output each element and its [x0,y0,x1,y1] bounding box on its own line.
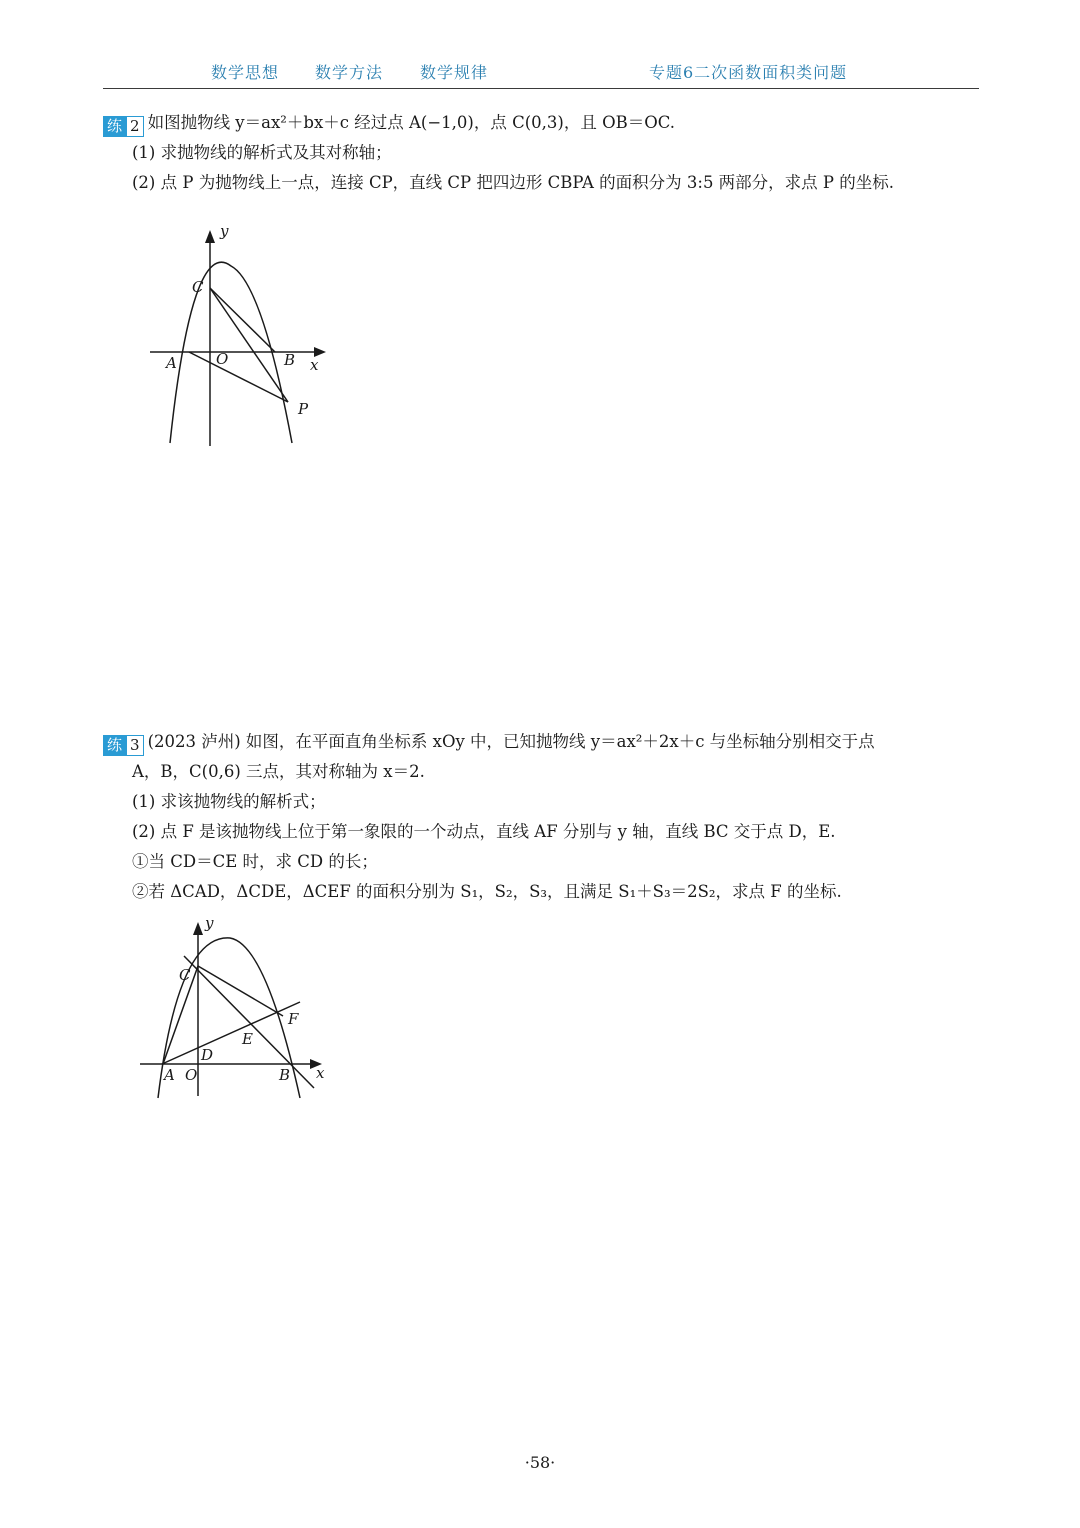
problem-2-question-1: (1) 求抛物线的解析式及其对称轴； [132,143,392,162]
problem-2-stem-line [103,108,983,138]
badge-label: 练 [103,735,126,756]
problem-2-badge [103,116,144,137]
problem-3-stem-1: (2023 泸州) 如图，在平面直角坐标系 xOy 中，已知抛物线 y＝ax²＋2x＋c 与坐标轴分别相交于点 [147,732,875,751]
label-f: F [288,1010,299,1028]
header-item-method: 数学方法 [315,63,384,82]
problem-2 [103,108,983,198]
problem-2-question-2: (2) 点 P 为抛物线上一点，连接 CP，直线 CP 把四边形 CBPA 的面积分为 3:5 两部分，求点 P 的坐标. [132,173,895,192]
label-a: A [164,1066,175,1084]
label-c: C [192,278,204,296]
label-b: B [284,351,296,369]
segment-cb [210,288,275,352]
problem-3-question-2-1: ①当 CD＝CE 时，求 CD 的长； [132,852,378,871]
problem-3-badge [103,735,144,756]
badge-number: 3 [126,735,144,756]
label-e: E [242,1030,253,1048]
y-axis-arrow [193,922,203,935]
page-number: ·58· [524,1453,556,1472]
label-c: C [179,966,191,984]
segment-cp [210,288,288,402]
problem-3-question-2: (2) 点 F 是该抛物线上位于第一象限的一个动点，直线 AF 分别与 y 轴，直线 BC 交于点 D，E. [132,822,836,841]
problem-2-stem: 如图抛物线 y＝ax²＋bx＋c 经过点 A(−1,0)，点 C(0,3)，且 OB＝OC. [147,113,676,132]
problem-3-stem-line-1 [103,727,983,757]
label-y: y [205,914,214,932]
problem-3-stem-line-2: A，B，C(0,6) 三点，其对称轴为 x＝2. [132,762,425,781]
problem-3 [103,727,983,907]
label-b: B [279,1066,291,1084]
header-topic: 专题6二次函数面积类问题 [649,63,848,82]
header-item-rule: 数学规律 [420,63,489,82]
label-y: y [220,222,229,240]
label-o: O [216,350,229,368]
segment-ap [189,352,288,402]
header-item-thought: 数学思想 [211,63,280,82]
badge-number: 2 [126,116,144,137]
label-d: D [201,1046,214,1064]
line-af [162,1002,300,1064]
problem-3-question-1: (1) 求该抛物线的解析式； [132,792,326,811]
badge-label: 练 [103,116,126,137]
problem-3-question-2-2: ②若 ΔCAD，ΔCDE，ΔCEF 的面积分别为 S₁，S₂，S₃，且满足 S₁＋S₃＝2S₂，求点 F 的坐标. [132,882,842,901]
y-axis-arrow [205,230,215,243]
problem-3-figure [130,912,340,1107]
problem-2-figure [140,220,340,452]
label-x: x [316,1064,325,1082]
page-header [103,58,979,89]
label-o: O [185,1066,198,1084]
label-a: A [166,354,177,372]
label-x: x [310,356,319,374]
label-p: P [298,400,309,418]
